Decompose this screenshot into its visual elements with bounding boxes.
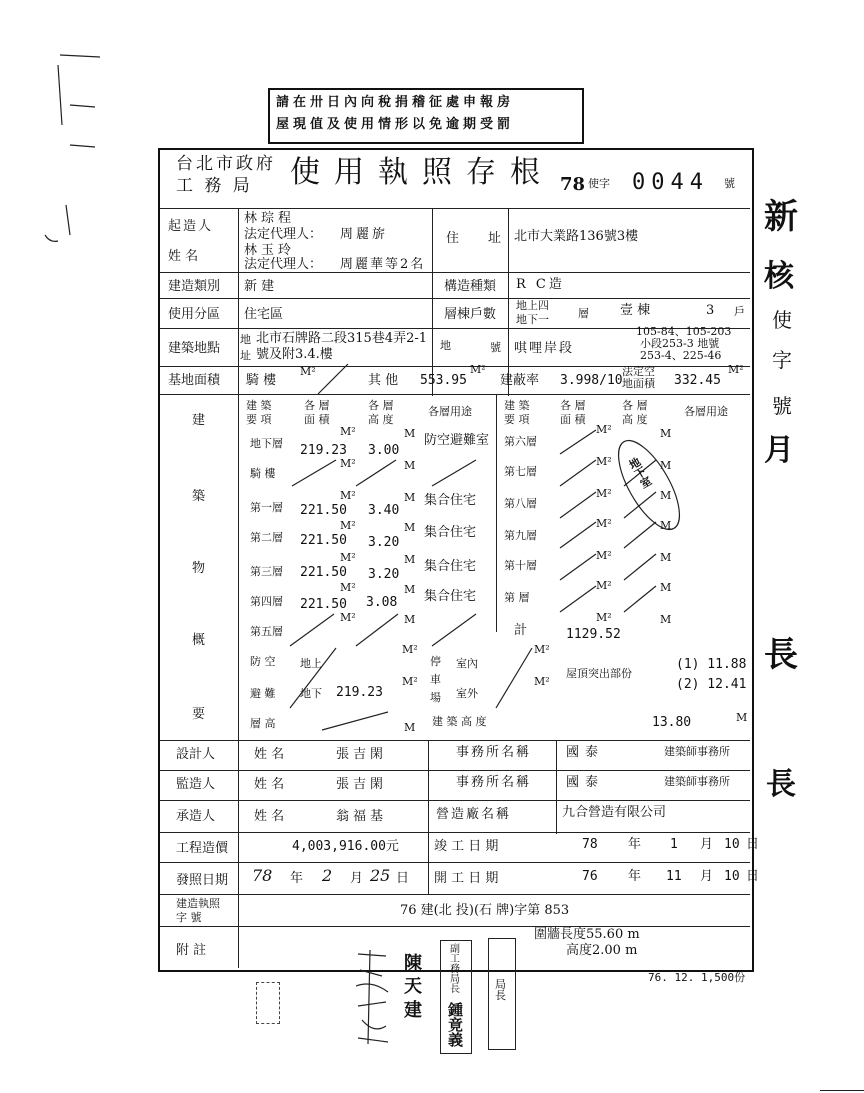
other-label: 其 他 <box>368 373 399 388</box>
applicant-address: 北市大業路136號3樓 <box>514 229 639 244</box>
designer-name-label: 姓 名 <box>254 747 285 762</box>
right-floor-label: 第 層 <box>504 591 530 604</box>
site-hao: 號 <box>490 341 501 354</box>
total-area: 1129.52 <box>566 627 621 642</box>
floor-height: 3.20 <box>368 535 400 550</box>
base-area-label: 基地面積 <box>168 373 221 388</box>
unit-m: M <box>404 491 416 504</box>
shelter-label2: 避 難 <box>250 687 276 700</box>
unit-m: M <box>660 551 672 564</box>
legal-open-unit: M² <box>728 363 744 376</box>
issue-month: 2 <box>322 866 333 885</box>
right-floor-label: 第八層 <box>504 497 537 510</box>
permit-label2: 字 號 <box>176 911 202 924</box>
shelter-below-area: 219.23 <box>336 685 383 700</box>
unit-m2: M² <box>340 611 356 624</box>
unit-m2: M² <box>534 643 550 656</box>
tax-notice-box <box>268 88 584 144</box>
right-floor-label: 第六層 <box>504 435 537 448</box>
land-lots-2: 小段253-3 地號 <box>640 337 720 350</box>
applicant-name2: 林玉玲 <box>244 243 296 258</box>
basement-stamp-text: 地下室 <box>626 455 654 492</box>
director-signature: 陳天建 <box>404 953 422 1021</box>
edge-char: 核 <box>764 259 794 294</box>
designer-label: 設計人 <box>176 747 216 762</box>
edge-char: 號 <box>772 394 792 418</box>
completion-nian: 年 <box>628 837 642 852</box>
right-floor-label: 第七層 <box>504 465 537 478</box>
floor-area: 219.23 <box>300 443 347 458</box>
unit-m: M <box>404 521 416 534</box>
floor-area: 221.50 <box>300 533 347 548</box>
start-month: 11 <box>666 869 682 884</box>
site-di: 地 <box>440 339 451 352</box>
permit-number: 0044 <box>632 170 709 195</box>
page-title: 使用執照存根 <box>290 155 554 190</box>
structure-value: R C造 <box>516 277 565 292</box>
side-label-4: 概 <box>192 633 206 648</box>
unit-m2: M² <box>340 457 356 470</box>
edge-char: 月 <box>764 433 794 468</box>
unit-m2: M² <box>596 487 612 500</box>
storey-height-label: 層 高 <box>250 717 276 730</box>
start-day: 10 <box>724 869 740 884</box>
cost-label: 工程造價 <box>176 841 229 856</box>
other-area: 553.95 <box>420 373 467 388</box>
contractor-company: 九合營造有限公司 <box>562 805 667 820</box>
supervisor-name-label: 姓 名 <box>254 777 285 792</box>
floor-use: 集合住宅 <box>424 525 477 540</box>
unit-m2: M² <box>596 423 612 436</box>
hdr-item-2-r: 要 項 <box>504 413 530 426</box>
issue-label: 發照日期 <box>176 873 229 888</box>
parking-label3: 場 <box>430 691 441 704</box>
zone-label: 使用分區 <box>168 307 221 322</box>
scan-edge-line <box>820 1090 864 1091</box>
completion-ri: 日 <box>746 837 760 852</box>
agent-label2: 法定代理人： <box>244 257 323 272</box>
hdr-item-2: 要 項 <box>246 413 272 426</box>
supervisor-name: 張吉閑 <box>336 777 388 792</box>
punch-hole-marks <box>40 45 100 245</box>
edge-char: 新 <box>764 197 798 237</box>
unit-m: M <box>404 583 416 596</box>
legal-open-area: 332.45 <box>674 373 721 388</box>
unit-m: M <box>404 721 416 734</box>
side-label-1: 建 <box>192 413 206 428</box>
permit-label1: 建造執照 <box>176 897 220 910</box>
unit-m2: M² <box>340 581 356 594</box>
supervisor-label: 監造人 <box>176 777 216 792</box>
unit-m: M <box>404 427 416 440</box>
unit-m2: M² <box>534 675 550 688</box>
supervisor-office-suffix: 建築師事務所 <box>664 775 730 788</box>
wall-height: 高度2.00 m <box>566 943 638 958</box>
print-info: 76. 12. 1,500份 <box>648 971 746 984</box>
unit-m: M <box>404 613 416 626</box>
designer-name: 張吉閑 <box>336 747 388 762</box>
build-type-value: 新 建 <box>244 279 275 294</box>
agent-name1: 周麗旂 <box>340 227 389 242</box>
tax-notice-line1: 請在卅日內向稅捐稽征處申報房 <box>276 95 515 110</box>
coverage-label: 建蔽率 <box>500 373 540 388</box>
hdr-area-1: 各 層 <box>304 399 330 412</box>
unit-label: 戶 <box>734 305 745 318</box>
floor-area: 221.50 <box>300 565 347 580</box>
unit-m: M <box>660 581 672 594</box>
issue-yue: 月 <box>350 871 364 886</box>
total-label: 計 <box>514 623 528 638</box>
contractor-company-label: 營造廠名稱 <box>436 807 512 822</box>
floor-use: 集合住宅 <box>424 493 477 508</box>
shelter-below: 地下 <box>300 687 322 700</box>
applicant-name-label: 姓 名 <box>168 249 199 264</box>
handwritten-seal <box>352 946 392 1046</box>
completion-year: 78 <box>582 837 598 852</box>
other-unit: M² <box>470 363 486 376</box>
build-type-label: 建造類別 <box>168 279 221 294</box>
hdr-area-2-r: 面 積 <box>560 413 586 426</box>
unit-m: M <box>660 459 672 472</box>
unit-m: M <box>660 427 672 440</box>
floor-height: 3.08 <box>366 595 398 610</box>
floors-above: 地上四 <box>516 299 549 312</box>
agent-label1: 法定代理人： <box>244 227 323 242</box>
floors-below: 地下一 <box>516 313 549 326</box>
applicant-label: 起造人 <box>168 219 214 234</box>
building-height-value: 13.80 <box>652 715 692 730</box>
completion-day: 10 <box>724 837 740 852</box>
floor-label: 地下層 <box>250 437 283 450</box>
roof-height-1: (1) 11.88 <box>676 657 747 672</box>
floors-label: 層棟戶數 <box>444 307 497 322</box>
gov-name: 台北市政府 <box>176 154 276 174</box>
contractor-label: 承造人 <box>176 809 216 824</box>
unit-m2: M² <box>596 517 612 530</box>
completion-yue: 月 <box>700 837 714 852</box>
edge-char: 字 <box>772 348 792 372</box>
side-label-2: 築 <box>192 489 206 504</box>
unit-m: M <box>660 489 672 502</box>
unit-m2: M² <box>340 551 356 564</box>
permit-number-suffix: 號 <box>724 177 735 190</box>
structure-label: 構造種類 <box>444 279 497 294</box>
floor-label: 第一層 <box>250 501 283 514</box>
floor-label: 第二層 <box>250 531 283 544</box>
corner-dash-box <box>256 982 280 1024</box>
unit-m2: M² <box>402 675 418 688</box>
building-count: 壹 棟 <box>620 303 651 318</box>
site-addr-label1: 地 <box>240 333 251 346</box>
land-lots-1: 105-84、105-203 <box>636 325 732 338</box>
deputy-director-title: 副工務局長 <box>450 944 460 995</box>
unit-m2: M² <box>340 519 356 532</box>
designer-office-label: 事務所名稱 <box>456 745 532 760</box>
roof-height-2: (2) 12.41 <box>676 677 747 692</box>
hdr-item-1-r: 建 築 <box>504 399 530 412</box>
designer-office-suffix: 建築師事務所 <box>664 745 730 758</box>
wall-length: 圍牆長度55.60 m <box>534 927 640 942</box>
start-ri: 日 <box>746 869 760 884</box>
start-nian: 年 <box>628 869 642 884</box>
parking-label2: 車 <box>430 673 441 686</box>
floor-area: 221.50 <box>300 597 347 612</box>
floor-label: 騎 樓 <box>250 467 276 480</box>
site-address-2: 號及附3.4.樓 <box>256 347 333 362</box>
designer-office: 國泰 <box>566 745 605 760</box>
floor-height: 3.40 <box>368 503 400 518</box>
completion-month: 1 <box>670 837 678 852</box>
unit-m2: M² <box>596 611 612 624</box>
floor-label: 第四層 <box>250 595 283 608</box>
parking-label1: 停 <box>430 655 441 668</box>
deputy-director-name: 鍾竟義 <box>448 1001 464 1049</box>
issue-ri: 日 <box>396 871 410 886</box>
unit-m2: M² <box>402 643 418 656</box>
right-floor-label: 第九層 <box>504 529 537 542</box>
permit-year: 78 <box>560 174 586 195</box>
floor-use: 集合住宅 <box>424 559 477 574</box>
issue-day: 25 <box>370 866 391 885</box>
edge-char: 長 <box>766 767 796 802</box>
parking-outside: 室外 <box>456 687 478 700</box>
deputy-director-seal <box>440 940 472 1054</box>
bureau-name: 工 務 局 <box>176 176 253 196</box>
hdr-area-2: 面 積 <box>304 413 330 426</box>
parking-inside: 室內 <box>456 657 478 670</box>
completion-label: 竣 工 日 期 <box>434 839 499 854</box>
start-yue: 月 <box>700 869 714 884</box>
hdr-height-1-r: 各 層 <box>622 399 648 412</box>
address-label-2: 址 <box>488 231 502 246</box>
floor-height: 3.00 <box>368 443 400 458</box>
chief-stamp-text: 局長 <box>495 978 506 1002</box>
unit-m: M <box>660 519 672 532</box>
unit-m: M <box>404 459 416 472</box>
start-label: 開 工 日 期 <box>434 871 499 886</box>
issue-year: 78 <box>252 866 273 885</box>
site-label: 建築地點 <box>168 341 221 356</box>
right-floor-label: 第十層 <box>504 559 537 572</box>
start-year: 76 <box>582 869 598 884</box>
floor-height: 3.20 <box>368 567 400 582</box>
unit-m: M <box>736 711 748 724</box>
land-section: 唭哩岸段 <box>514 341 575 356</box>
coverage-value: 3.998/10 <box>560 373 623 388</box>
hdr-height-2-r: 高 度 <box>622 413 648 426</box>
permit-char: 使字 <box>588 177 610 190</box>
unit-m2: M² <box>340 489 356 502</box>
side-label-5: 要 <box>192 707 206 722</box>
hdr-height-2: 高 度 <box>368 413 394 426</box>
address-label-1: 住 <box>446 231 460 246</box>
qilou-label: 騎 樓 <box>246 373 277 388</box>
contractor-name-label: 姓 名 <box>254 809 285 824</box>
contractor-name: 翁福基 <box>336 809 388 824</box>
zone-value: 住宅區 <box>244 307 284 322</box>
tax-notice-line2: 屋現值及使用情形以免逾期受罰 <box>276 117 515 132</box>
permit-value: 76 建(北 投)(石 牌)字第 853 <box>400 903 570 918</box>
cost-value: 4,003,916.00元 <box>292 839 399 854</box>
shelter-label1: 防 空 <box>250 655 276 668</box>
supervisor-office-label: 事務所名稱 <box>456 775 532 790</box>
legal-open-label1: 法定空 <box>622 365 655 378</box>
edge-char: 使 <box>772 308 792 332</box>
unit-m: M <box>404 553 416 566</box>
side-label-3: 物 <box>192 561 206 576</box>
hdr-height-1: 各 層 <box>368 399 394 412</box>
unit-m2: M² <box>596 579 612 592</box>
site-address-1: 北市石牌路二段315巷4弄2-1 <box>256 331 428 346</box>
floor-area: 221.50 <box>300 503 347 518</box>
edge-char: 長 <box>764 635 798 675</box>
unit-m: M <box>660 613 672 626</box>
floor-label: 第五層 <box>250 625 283 638</box>
agent-name2: 周麗華等2名 <box>340 257 426 272</box>
right-chop-stamp <box>488 938 516 1050</box>
shelter-above: 地上 <box>300 657 322 670</box>
legal-open-label2: 地面積 <box>622 377 655 390</box>
remarks-label: 附 註 <box>176 943 207 958</box>
building-height-label: 建 築 高 度 <box>432 715 487 728</box>
applicant-name1: 林琮程 <box>244 211 296 226</box>
unit-m2: M² <box>596 549 612 562</box>
floor-use: 集合住宅 <box>424 589 477 604</box>
floor-label: 第三層 <box>250 565 283 578</box>
land-lots-3: 253-4、225-46 <box>640 349 722 362</box>
hdr-use-r: 各層用途 <box>684 405 728 418</box>
issue-nian: 年 <box>290 871 304 886</box>
site-addr-label2: 址 <box>240 349 251 362</box>
roof-label: 屋頂突出部份 <box>566 667 632 680</box>
hdr-item-1: 建 築 <box>246 399 272 412</box>
supervisor-office: 國泰 <box>566 775 605 790</box>
unit-m2: M² <box>596 455 612 468</box>
unit-count: 3 <box>706 303 715 318</box>
qilou-unit: M² <box>300 365 316 378</box>
hdr-use: 各層用途 <box>428 405 472 418</box>
floors-ceng: 層 <box>578 307 589 320</box>
floor-use: 防空避難室 <box>424 433 490 448</box>
hdr-area-1-r: 各 層 <box>560 399 586 412</box>
unit-m2: M² <box>340 425 356 438</box>
